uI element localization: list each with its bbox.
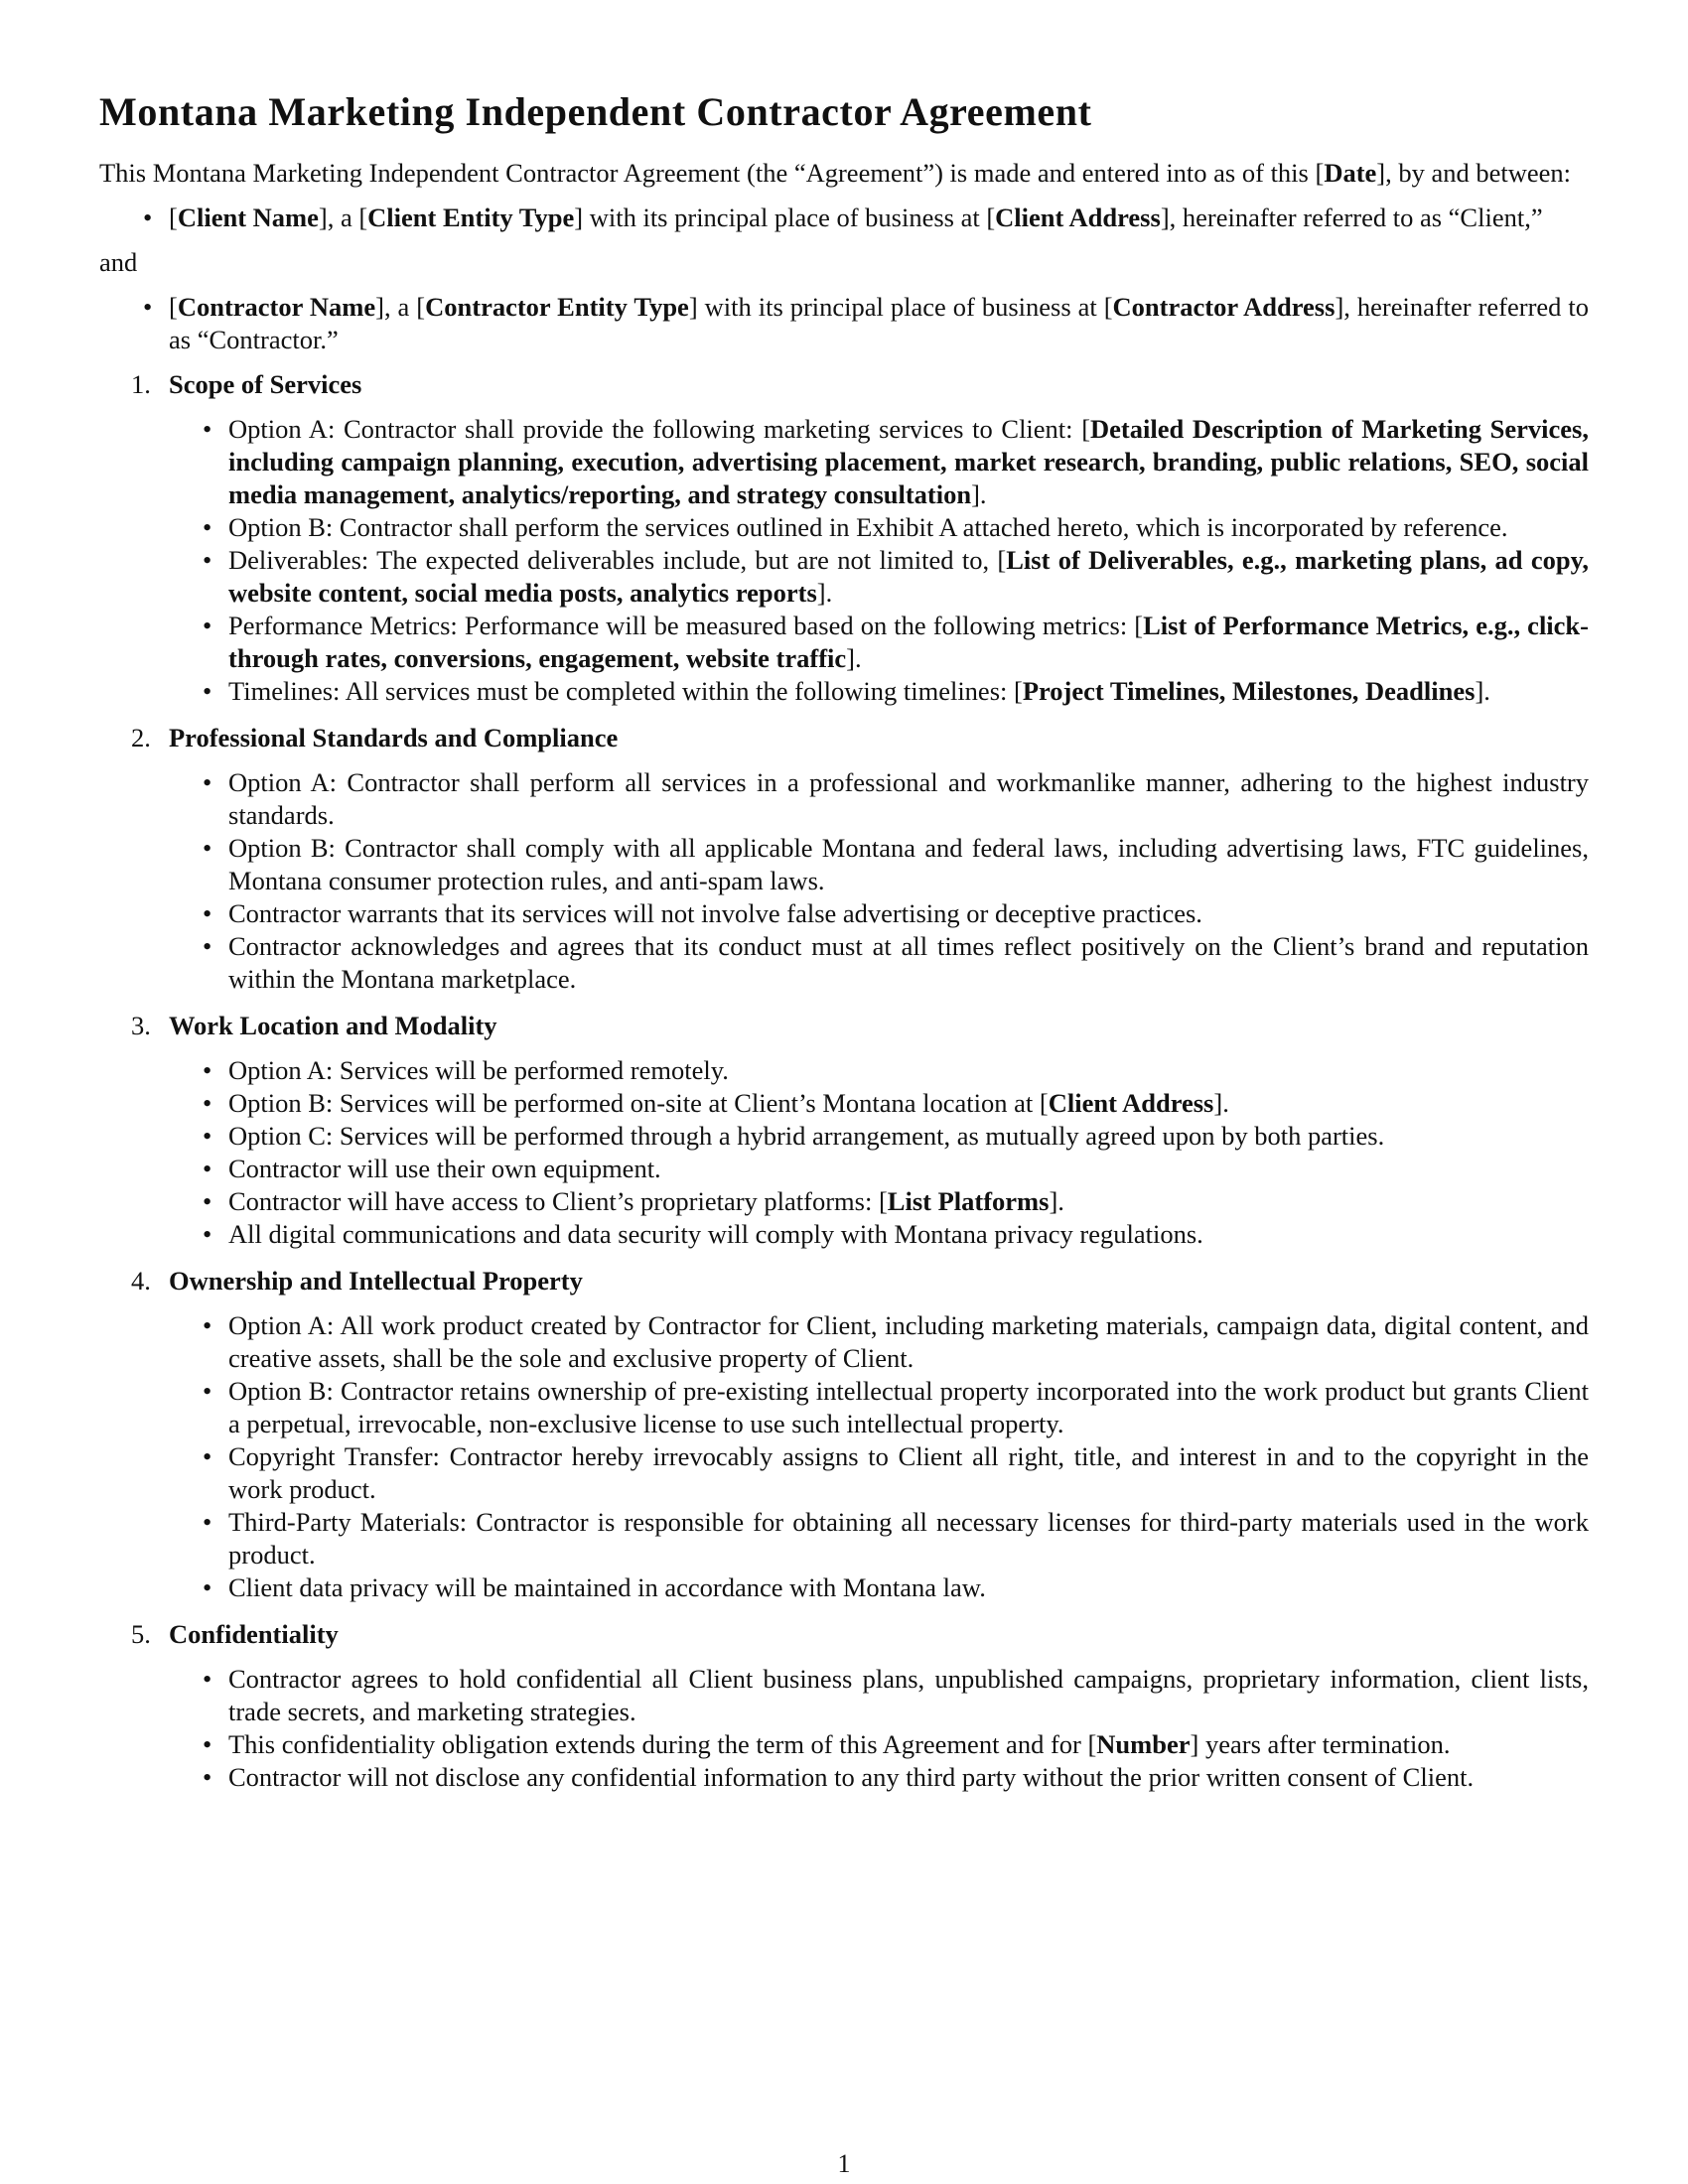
item-text: Contractor agrees to hold confidential all Client business plans, unpublished campaigns, proprietary information, client lists, trade secrets, and marketing strategies. xyxy=(228,1664,1589,1726)
section-title: Professional Standards and Compliance xyxy=(169,723,619,752)
section-number: 4. xyxy=(131,1266,151,1296)
client-party-list xyxy=(99,202,1589,234)
client-text-4: ], hereinafter referred to as “Client,” xyxy=(1160,203,1543,232)
section-1 xyxy=(131,368,1590,708)
list-item xyxy=(228,1087,1589,1120)
item-text-end: ]. xyxy=(816,578,833,608)
item-text: Performance Metrics: Performance will be measured based on the following metrics: [ xyxy=(228,611,1144,640)
contractor-entity-placeholder: Contractor Entity Type xyxy=(425,292,689,322)
item-text: Copyright Transfer: Contractor hereby irrevocably assigns to Client all right, title, and interest in and to the copyright in the work product. xyxy=(228,1441,1589,1504)
list-item xyxy=(228,1440,1589,1506)
item-text: Contractor will use their own equipment. xyxy=(228,1154,661,1183)
item-text: Contractor will not disclose any confidential information to any third party without the prior written consent of Client. xyxy=(228,1762,1475,1792)
client-name-placeholder: Client Name xyxy=(177,203,319,232)
list-item xyxy=(228,1120,1589,1153)
item-text: Option A: Contractor shall perform all services in a professional and workmanlike manner, adhering to the highest industry standards. xyxy=(228,767,1589,830)
item-text-end: ]. xyxy=(1475,676,1490,706)
client-text-1: [ xyxy=(169,203,178,232)
item-text-end: ]. xyxy=(971,479,987,509)
list-item xyxy=(228,766,1589,832)
placeholder-field: List of Performance Metrics, e.g., click-through rates, conversions, engagement, website traffic xyxy=(228,611,1589,673)
item-text-end: ]. xyxy=(1213,1088,1229,1118)
list-item xyxy=(228,1218,1589,1251)
item-text: Option A: Contractor shall provide the following marketing services to Client: [ xyxy=(228,414,1091,444)
client-entity-placeholder: Client Entity Type xyxy=(367,203,575,232)
intro-text-b: ], by and between: xyxy=(1376,158,1572,188)
list-item xyxy=(228,1663,1589,1728)
page-number: 1 xyxy=(837,2149,851,2178)
client-text-2: ], a [ xyxy=(318,203,368,232)
section-bullet-list xyxy=(169,1309,1589,1604)
contractor-text-2: ], a [ xyxy=(375,292,426,322)
list-item xyxy=(228,1054,1589,1087)
item-text: Deliverables: The expected deliverables include, but are not limited to, [ xyxy=(228,545,1007,575)
contractor-party-list xyxy=(99,291,1589,356)
sections-list xyxy=(99,368,1589,1794)
item-text-end: ]. xyxy=(846,643,862,673)
section-3 xyxy=(131,1010,1589,1251)
section-4 xyxy=(131,1265,1589,1604)
contractor-party xyxy=(169,291,1589,356)
item-text: Option C: Services will be performed through a hybrid arrangement, as mutually agreed upon by both parties. xyxy=(228,1121,1385,1151)
list-item xyxy=(228,1375,1589,1440)
contractor-name-placeholder: Contractor Name xyxy=(177,292,376,322)
list-item xyxy=(228,930,1589,996)
intro-paragraph xyxy=(99,157,1589,190)
item-text: This confidentiality obligation extends during the term of this Agreement and for [ xyxy=(228,1729,1097,1759)
item-text: All digital communications and data security will comply with Montana privacy regulations. xyxy=(228,1219,1203,1249)
list-item xyxy=(228,1571,1589,1604)
section-bullet-list xyxy=(169,413,1589,708)
section-bullet-list xyxy=(169,766,1589,996)
section-title: Scope of Services xyxy=(169,369,362,399)
placeholder-field: Number xyxy=(1096,1729,1191,1759)
list-item xyxy=(228,1309,1589,1375)
section-5 xyxy=(131,1618,1589,1794)
list-item xyxy=(228,1185,1589,1218)
placeholder-field: List of Deliverables, e.g., marketing plans, ad copy, website content, social media posts, analytics reports xyxy=(228,545,1590,608)
client-address-placeholder: Client Address xyxy=(995,203,1161,232)
placeholder-field: List Platforms xyxy=(887,1186,1050,1216)
section-2 xyxy=(131,722,1589,996)
document-page xyxy=(99,87,1589,1808)
item-text-end: ]. xyxy=(1049,1186,1064,1216)
section-number: 3. xyxy=(131,1011,151,1040)
list-item xyxy=(228,1506,1589,1571)
list-item xyxy=(228,1728,1589,1761)
placeholder-field: Project Timelines, Milestones, Deadlines xyxy=(1022,676,1476,706)
section-bullet-list xyxy=(169,1663,1589,1794)
item-text: Contractor warrants that its services will not involve false advertising or deceptive practices. xyxy=(228,898,1202,928)
item-text: Timelines: All services must be completed within the following timelines: [ xyxy=(228,676,1023,706)
contractor-text-1: [ xyxy=(169,292,178,322)
item-text: Option B: Contractor retains ownership of pre-existing intellectual property incorporated into the work product but grants Client a perpetual, irrevocable, non-exclusive license to use such intellectual property. xyxy=(228,1376,1589,1438)
item-text: Option A: Services will be performed remotely. xyxy=(228,1055,729,1085)
item-text: Client data privacy will be maintained in accordance with Montana law. xyxy=(228,1572,986,1602)
list-item xyxy=(228,832,1589,897)
client-text-3: ] with its principal place of business at [ xyxy=(574,203,996,232)
list-item xyxy=(228,610,1589,675)
section-number: 1. xyxy=(131,369,151,399)
and-connector: and xyxy=(99,247,138,277)
date-placeholder: Date xyxy=(1324,158,1377,188)
section-number: 5. xyxy=(131,1619,151,1649)
item-text: Option B: Services will be performed on-site at Client’s Montana location at [ xyxy=(228,1088,1049,1118)
section-title: Work Location and Modality xyxy=(169,1011,497,1040)
contractor-text-3: ] with its principal place of business at [ xyxy=(688,292,1113,322)
list-item xyxy=(228,413,1589,511)
item-text: Option B: Contractor shall comply with all applicable Montana and federal laws, including advertising laws, FTC guidelines, Montana consumer protection rules, and anti-spam laws. xyxy=(228,833,1589,895)
item-text: Contractor will have access to Client’s proprietary platforms: [ xyxy=(228,1186,888,1216)
item-text: Option B: Contractor shall perform the services outlined in Exhibit A attached hereto, which is incorporated by reference. xyxy=(228,512,1508,542)
list-item xyxy=(228,675,1589,708)
list-item xyxy=(228,511,1589,544)
list-item xyxy=(228,1761,1589,1794)
placeholder-field: Detailed Description of Marketing Services, including campaign planning, execution, advertising placement, market research, branding, public relations, SEO, social media management, analytics/reporting, and strategy consultation xyxy=(228,414,1589,509)
placeholder-field: Client Address xyxy=(1048,1088,1214,1118)
list-item xyxy=(228,1153,1589,1185)
intro-text-a: This Montana Marketing Independent Contractor Agreement (the “Agreement”) is made and entered into as of this [ xyxy=(99,158,1325,188)
section-title: Confidentiality xyxy=(169,1619,339,1649)
list-item xyxy=(228,544,1589,610)
contractor-address-placeholder: Contractor Address xyxy=(1112,292,1336,322)
client-party xyxy=(169,202,1589,234)
list-item xyxy=(228,897,1589,930)
item-text: Third-Party Materials: Contractor is responsible for obtaining all necessary licenses for third-party materials used in the work product. xyxy=(228,1507,1589,1570)
item-text: Contractor acknowledges and agrees that its conduct must at all times reflect positively on the Client’s brand and reputation within the Montana marketplace. xyxy=(228,931,1589,994)
section-bullet-list xyxy=(169,1054,1589,1251)
item-text: Option A: All work product created by Contractor for Client, including marketing materials, campaign data, digital content, and creative assets, shall be the sole and exclusive property of Client. xyxy=(228,1310,1589,1373)
item-text-end: ] years after termination. xyxy=(1190,1729,1451,1759)
contractor-text-4: ], hereinafter referred to as “Contractor.” xyxy=(169,292,1590,354)
section-title: Ownership and Intellectual Property xyxy=(169,1266,583,1296)
document-title: Montana Marketing Independent Contractor Agreement xyxy=(99,89,1092,134)
section-number: 2. xyxy=(131,723,151,752)
